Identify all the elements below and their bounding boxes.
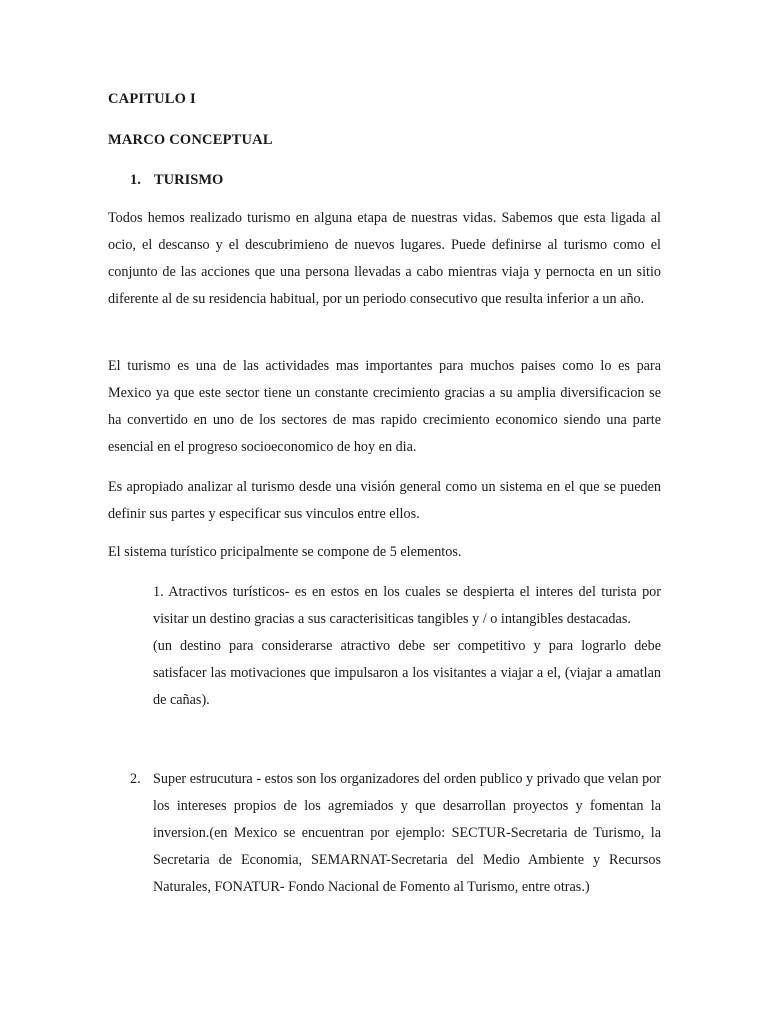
- paragraph-elements: El sistema turístico pricipalmente se compone de 5 elementos.: [108, 544, 462, 560]
- subsection-number: 1.: [130, 172, 141, 188]
- list-item-text: 1. Atractivos turísticos- es en estos en los cuales se despierta el interes del turista por visitar un destino gracias a sus caracterisiticas tangibles y / o intangibles destacadas.: [153, 584, 661, 627]
- list-item-text: Super estrucutura - estos son los organizadores del orden publico y privado que velan por los intereses propios de los agremiados y que desarrollan proyectos y fomentan la inversion.(en Mexico se encuentran por ejemplo: SECTUR-Secretaria de Turismo, la Secretaria de Economia, SEMARNAT-Secretaria del Medio Ambiente y Recursos Naturales, FONATUR- Fondo Nacional de Fomento al Turismo, entre otras.): [153, 771, 661, 895]
- section-heading: MARCO CONCEPTUAL: [108, 132, 273, 148]
- subsection-heading: [130, 172, 223, 189]
- list-item-note: (un destino para considerarse atractivo debe ser competitivo y para lograrlo debe satisfacer las motivaciones que impulsaron a los visitantes a viajar a el, (viajar a amatlan de cañas).: [153, 638, 661, 708]
- paragraph-intro: Todos hemos realizado turismo en alguna etapa de nuestras vidas. Sabemos que esta ligada al ocio, el descanso y el descubrimieno de nuevos lugares. Puede definirse al turismo como el conjunto de las acciones que una persona llevadas a cabo mientras viaja y pernocta en un sitio diferente al de su residencia habitual, por un periodo consecutivo que resulta inferior a un año.: [108, 210, 661, 307]
- list-item: [153, 579, 661, 714]
- list-item-number: 2.: [130, 771, 141, 787]
- paragraph-importance: El turismo es una de las actividades mas importantes para muchos paises como lo es para Mexico ya que este sector tiene un constante crecimiento gracias a su amplia diversificacion se ha convertido en uno de los sectores de mas rapido crecimiento economico siendo una parte esencial en el progreso socioeconomico de hoy en dia.: [108, 358, 661, 455]
- list-item: [108, 766, 661, 901]
- chapter-heading: CAPITULO I: [108, 91, 196, 107]
- subsection-title: TURISMO: [154, 172, 224, 188]
- paragraph-system: Es apropiado analizar al turismo desde una visión general como un sistema en el que se pueden definir sus partes y especificar sus vinculos entre ellos.: [108, 479, 661, 522]
